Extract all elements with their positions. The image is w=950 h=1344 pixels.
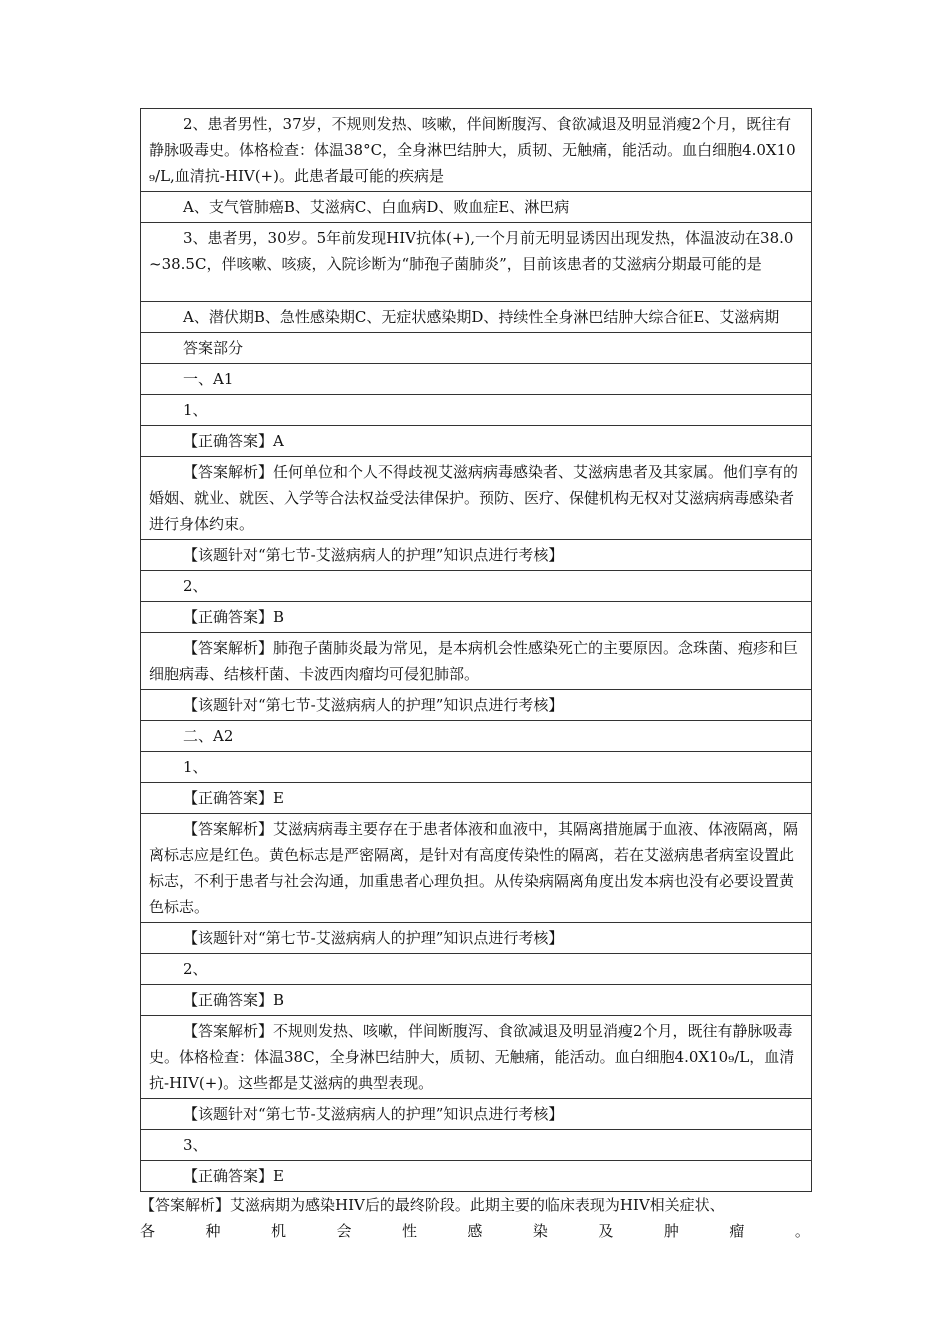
table-row <box>141 954 812 985</box>
answer-item-number: 2、 <box>141 954 812 985</box>
table-row <box>141 1130 812 1161</box>
justified-char: 染 <box>532 1222 548 1240</box>
correct-answer: 【正确答案】E <box>141 783 812 814</box>
correct-answer: 【正确答案】B <box>141 985 812 1016</box>
answer-item-number: 1、 <box>141 752 812 783</box>
answer-item-number: 1、 <box>141 395 812 426</box>
question-2-options: A、支气管肺癌B、艾滋病C、白血病D、败血症E、淋巴病 <box>141 192 812 223</box>
justified-char: 会 <box>336 1222 352 1240</box>
table-row <box>141 721 812 752</box>
table-row <box>141 752 812 783</box>
justified-char: 感 <box>467 1222 483 1240</box>
section-a2-heading: 二、A2 <box>141 721 812 752</box>
table-row <box>141 814 812 923</box>
question-3-stem: 3、患者男，30岁。5年前发现HIV抗体(+),一个月前无明显诱因出现发热，体温波动在38.0~38.5C，伴咳嗽、咳痰，入院诊断为“肺孢子菌肺炎”，目前该患者的艾滋病分期最可能的是 <box>141 223 812 302</box>
qa-table <box>140 108 812 1192</box>
justified-char: 机 <box>270 1222 286 1240</box>
answer-explanation: 【答案解析】不规则发热、咳嗽，伴间断腹泻、食欲减退及明显消瘦2个月，既往有静脉吸毒史。体格检查：体温38C，全身淋巴结肿大，质韧、无触痛，能活动。血白细胞4.0X10₉/L，血清抗-HIV(+)。这些都是艾滋病的典型表现。 <box>141 1016 812 1099</box>
table-row <box>141 690 812 721</box>
trailing-explanation-line-1: 【答案解析】艾滋病期为感染HIV后的最终阶段。此期主要的临床表现为HIV相关症状、 <box>140 1196 725 1214</box>
justified-char: 种 <box>205 1222 221 1240</box>
justified-char: 性 <box>401 1222 417 1240</box>
table-row <box>141 192 812 223</box>
table-row <box>141 426 812 457</box>
answer-explanation: 【答案解析】艾滋病病毒主要存在于患者体液和血液中，其隔离措施属于血液、体液隔离，隔离标志应是红色。黄色标志是严密隔离，是针对有高度传染性的隔离，若在艾滋病患者病室设置此标志，不利于患者与社会沟通，加重患者心理负担。从传染病隔离角度出发本病也没有必要设置黄色标志。 <box>141 814 812 923</box>
answer-explanation: 【答案解析】任何单位和个人不得歧视艾滋病病毒感染者、艾滋病患者及其家属。他们享有的婚姻、就业、就医、入学等合法权益受法律保护。预防、医疗、保健机构无权对艾滋病病毒感染者进行身体约束。 <box>141 457 812 540</box>
table-row <box>141 1099 812 1130</box>
table-row <box>141 571 812 602</box>
justified-char: 及 <box>598 1222 614 1240</box>
section-answers-heading: 答案部分 <box>141 333 812 364</box>
justified-char: 肿 <box>663 1222 679 1240</box>
table-row <box>141 633 812 690</box>
knowledge-point-note: 【该题针对“第七节-艾滋病病人的护理”知识点进行考核】 <box>141 923 812 954</box>
justified-char: 瘤 <box>729 1222 745 1240</box>
justified-char: 。 <box>794 1222 810 1240</box>
knowledge-point-note: 【该题针对“第七节-艾滋病病人的护理”知识点进行考核】 <box>141 1099 812 1130</box>
table-row <box>141 457 812 540</box>
knowledge-point-note: 【该题针对“第七节-艾滋病病人的护理”知识点进行考核】 <box>141 540 812 571</box>
answer-item-number: 2、 <box>141 571 812 602</box>
table-row <box>141 223 812 302</box>
document-page <box>140 108 812 1244</box>
table-row <box>141 395 812 426</box>
table-row <box>141 985 812 1016</box>
trailing-explanation <box>140 1192 812 1244</box>
answer-explanation: 【答案解析】肺孢子菌肺炎最为常见，是本病机会性感染死亡的主要原因。念珠菌、疱疹和巨细胞病毒、结核杆菌、卡波西肉瘤均可侵犯肺部。 <box>141 633 812 690</box>
table-row <box>141 109 812 192</box>
correct-answer: 【正确答案】B <box>141 602 812 633</box>
correct-answer: 【正确答案】A <box>141 426 812 457</box>
table-row <box>141 364 812 395</box>
trailing-explanation-line-2 <box>140 1218 812 1244</box>
table-row <box>141 923 812 954</box>
section-a1-heading: 一、A1 <box>141 364 812 395</box>
answer-item-number: 3、 <box>141 1130 812 1161</box>
question-3-options: A、潜伏期B、急性感染期C、无症状感染期D、持续性全身淋巴结肿大综合征E、艾滋病期 <box>141 302 812 333</box>
table-row <box>141 302 812 333</box>
table-row <box>141 783 812 814</box>
question-2-stem: 2、患者男性，37岁，不规则发热、咳嗽，伴间断腹泻、食欲减退及明显消瘦2个月，既往有静脉吸毒史。体格检查：体温38°C，全身淋巴结肿大，质韧、无触痛，能活动。血白细胞4.0X10₉/L,血清抗-HIV(+)。此患者最可能的疾病是 <box>141 109 812 192</box>
table-row <box>141 602 812 633</box>
table-row <box>141 1016 812 1099</box>
justified-char: 各 <box>140 1222 156 1240</box>
table-row <box>141 333 812 364</box>
correct-answer: 【正确答案】E <box>141 1161 812 1192</box>
table-row <box>141 1161 812 1192</box>
knowledge-point-note: 【该题针对“第七节-艾滋病病人的护理”知识点进行考核】 <box>141 690 812 721</box>
table-row <box>141 540 812 571</box>
